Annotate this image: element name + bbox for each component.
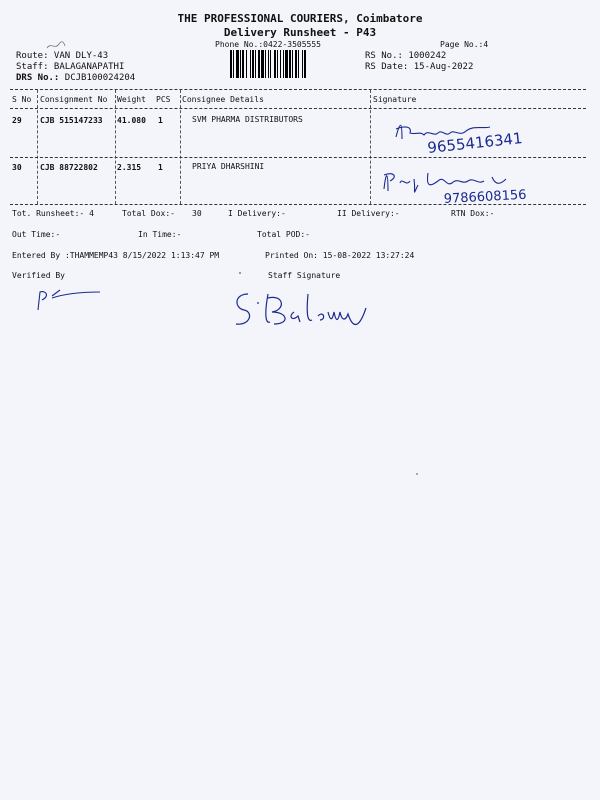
rtn-dox: RTN Dox:- [451, 209, 495, 218]
barcode [230, 50, 355, 78]
total-dox-label: Total Dox:- [122, 209, 175, 218]
cell-sno: 30 [12, 163, 22, 172]
ii-delivery: II Delivery:- [337, 209, 400, 218]
barcode-bar [255, 50, 256, 78]
header-pcs: PCS [156, 95, 171, 104]
barcode-bar [285, 50, 288, 78]
speck [416, 473, 418, 475]
barcode-bar [242, 50, 244, 78]
cell-pcs: 1 [158, 163, 163, 172]
barcode-bar [274, 50, 276, 78]
cell-consignee: SVM PHARMA DISTRIBUTORS [192, 115, 303, 124]
barcode-bar [304, 50, 306, 78]
handwritten-signature [378, 163, 578, 208]
barcode-bar [240, 50, 241, 78]
cell-weight: 2.315 [117, 163, 142, 172]
total-dox-value: 30 [192, 209, 202, 218]
barcode-bar [283, 50, 284, 78]
barcode-bar [230, 50, 232, 78]
barcode-bar [277, 50, 278, 78]
row-divider [10, 157, 586, 158]
verified-signature [34, 286, 104, 316]
runsheet-title: Delivery Runsheet - P43 [223, 26, 377, 39]
cell-consignee: PRIYA DHARSHINI [192, 162, 265, 171]
col-divider [37, 90, 38, 204]
barcode-bar [280, 50, 281, 78]
table-top-rule [10, 89, 586, 90]
signature-phone: 9655416341 [426, 129, 524, 157]
barcode-bar [233, 50, 234, 78]
drs-label: DRS No.: [16, 73, 60, 83]
header-sno: S No [12, 95, 32, 104]
staff-signature [228, 286, 378, 334]
entered-by: Entered By :THAMMEMP43 8/15/2022 1:13:47 PM [12, 251, 220, 260]
company-title: THE PROFESSIONAL COURIERS, Coimbatore [177, 12, 423, 25]
barcode-bar [295, 50, 297, 78]
header-signature: Signature [373, 95, 417, 104]
cell-weight: 41.080 [117, 116, 146, 125]
in-time: In Time:- [138, 230, 182, 239]
barcode-bar [246, 50, 247, 78]
header-consignee: Consignee Details [182, 95, 264, 104]
barcode-bar [268, 50, 269, 78]
total-runsheet: Tot. Runsheet:- 4 [12, 209, 94, 218]
handwritten-signature [390, 115, 570, 160]
signature-phone: 9786608156 [443, 187, 527, 207]
cell-pcs: 1 [158, 116, 163, 125]
cell-consignment: CJB 515147233 [40, 116, 103, 125]
cell-sno: 29 [12, 116, 22, 125]
barcode-bar [250, 50, 251, 78]
rs-number: RS No.: 1000242 [365, 51, 447, 61]
barcode-bar [292, 50, 293, 78]
rs-date: RS Date: 15-Aug-2022 [365, 62, 474, 72]
barcode-bar [298, 50, 299, 78]
total-pod: Total POD:- [257, 230, 310, 239]
header-weight: Weight [117, 95, 146, 104]
staff-signature-label: Staff Signature [268, 271, 341, 280]
staff-info: Staff: BALAGANAPATHI [16, 62, 125, 72]
col-divider [370, 90, 371, 204]
speck [239, 272, 241, 274]
barcode-bar [252, 50, 254, 78]
phone-number: Phone No.:0422-3505555 [215, 40, 321, 49]
verified-by-label: Verified By [12, 271, 65, 280]
drs-number [16, 73, 135, 83]
i-delivery: I Delivery:- [228, 209, 286, 218]
col-divider [180, 90, 181, 204]
page-number: Page No.:4 [440, 40, 489, 49]
barcode-bar [261, 50, 264, 78]
barcode-bar [270, 50, 271, 78]
table-bottom-rule [10, 204, 586, 205]
out-time: Out Time:- [12, 230, 61, 239]
drs-value: DCJB100024204 [64, 73, 136, 83]
cell-consignment: CJB 88722802 [40, 163, 98, 172]
barcode-bar [258, 50, 260, 78]
header-bottom-rule [10, 108, 586, 109]
printed-on: Printed On: 15-08-2022 13:27:24 [265, 251, 415, 260]
barcode-bar [236, 50, 239, 78]
col-divider [115, 90, 116, 204]
barcode-bar [289, 50, 291, 78]
route-info: Route: VAN DLY-43 [16, 51, 109, 61]
header-consignment: Consignment No [40, 95, 108, 104]
barcode-bar [265, 50, 266, 78]
barcode-bar [302, 50, 303, 78]
